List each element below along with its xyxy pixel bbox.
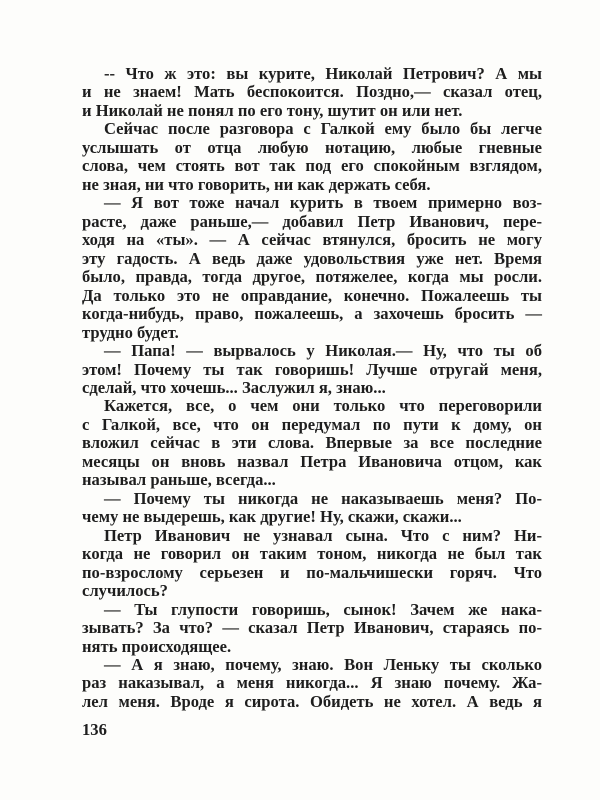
text-line: чему не выдерешь, как другие! Ну, скажи, скажи... bbox=[82, 507, 462, 527]
text-line: — Я вот тоже начал курить в твоем примерно воз- bbox=[104, 193, 542, 213]
text-line: было, правда, тогда другое, потяжелее, когда мы росли. bbox=[82, 267, 542, 287]
text-line: сделай, что хочешь... Заслужил я, знаю... bbox=[82, 377, 386, 397]
text-line: и Николай не понял по его тону, шутит он или нет. bbox=[82, 100, 463, 120]
text-line: зывать? За что? — сказал Петр Иванович, стараясь по- bbox=[82, 618, 542, 638]
text-line: — Ты глупости говоришь, сынок! Зачем же нака- bbox=[104, 599, 542, 619]
text-line: трудно будет. bbox=[82, 322, 179, 342]
text-line: вложил сейчас в эти слова. Впервые за все последние bbox=[82, 433, 542, 453]
text-line: нять происходящее. bbox=[82, 636, 232, 656]
page-number: 136 bbox=[82, 720, 107, 739]
text-line: Кажется, все, о чем они только что переговорили bbox=[104, 396, 542, 416]
text-line: и не знаем! Мать беспокоится. Поздно,— сказал отец, bbox=[82, 82, 542, 102]
book-page-text bbox=[82, 65, 542, 711]
text-line: раз наказывал, а меня никогда... Я знаю почему. Жа- bbox=[82, 673, 542, 693]
text-line: расте, даже раньше,— добавил Петр Иванович, пере- bbox=[82, 211, 542, 231]
text-line: месяцы он вновь назвал Петра Ивановича отцом, как bbox=[82, 451, 542, 471]
text-line: -- Что ж это: вы курите, Николай Петрович? А мы bbox=[104, 64, 542, 83]
text-line: не зная, ни что говорить, ни как держать себя. bbox=[82, 174, 431, 194]
text-line: эту гадость. А ведь даже удовольствия уже нет. Время bbox=[82, 248, 542, 268]
text-line: когда не говорил он таким тоном, никогда не был так bbox=[82, 544, 542, 564]
text-line: называл раньше, всегда... bbox=[82, 470, 276, 490]
text-line: слова, чем стоять вот так под его спокойным взглядом, bbox=[82, 156, 542, 176]
text-line: Петр Иванович не узнавал сына. Что с ним? Ни- bbox=[104, 525, 542, 545]
text-line: — А я знаю, почему, знаю. Вон Леньку ты сколько bbox=[104, 655, 542, 674]
text-line: по-взрослому серьезен и по-мальчишески горяч. Что bbox=[82, 562, 542, 582]
text-line: Сейчас после разговора с Галкой ему было бы легче bbox=[104, 119, 542, 139]
text-line: с Галкой, все, что он передумал по пути к дому, он bbox=[82, 414, 542, 434]
text-line: — Почему ты никогда не наказываешь меня? По- bbox=[104, 488, 542, 508]
text-line: этом! Почему ты так говоришь! Лучше отругай меня, bbox=[82, 359, 542, 379]
text-line: Да только это не оправдание, конечно. Пожалеешь ты bbox=[82, 285, 542, 305]
text-line: случилось? bbox=[82, 581, 168, 601]
text-line: услышать от отца любую нотацию, любые гневные bbox=[82, 137, 542, 157]
text-line: лел меня. Вроде я сирота. Обидеть не хотел. А ведь я bbox=[82, 691, 542, 711]
text-line: ходя на «ты». — А сейчас втянулся, бросить не могу bbox=[82, 230, 542, 250]
text-line: — Папа! — вырвалось у Николая.— Ну, что ты об bbox=[104, 341, 542, 361]
text-line: когда-нибудь, право, пожалеешь, а захочешь бросить — bbox=[82, 304, 542, 324]
